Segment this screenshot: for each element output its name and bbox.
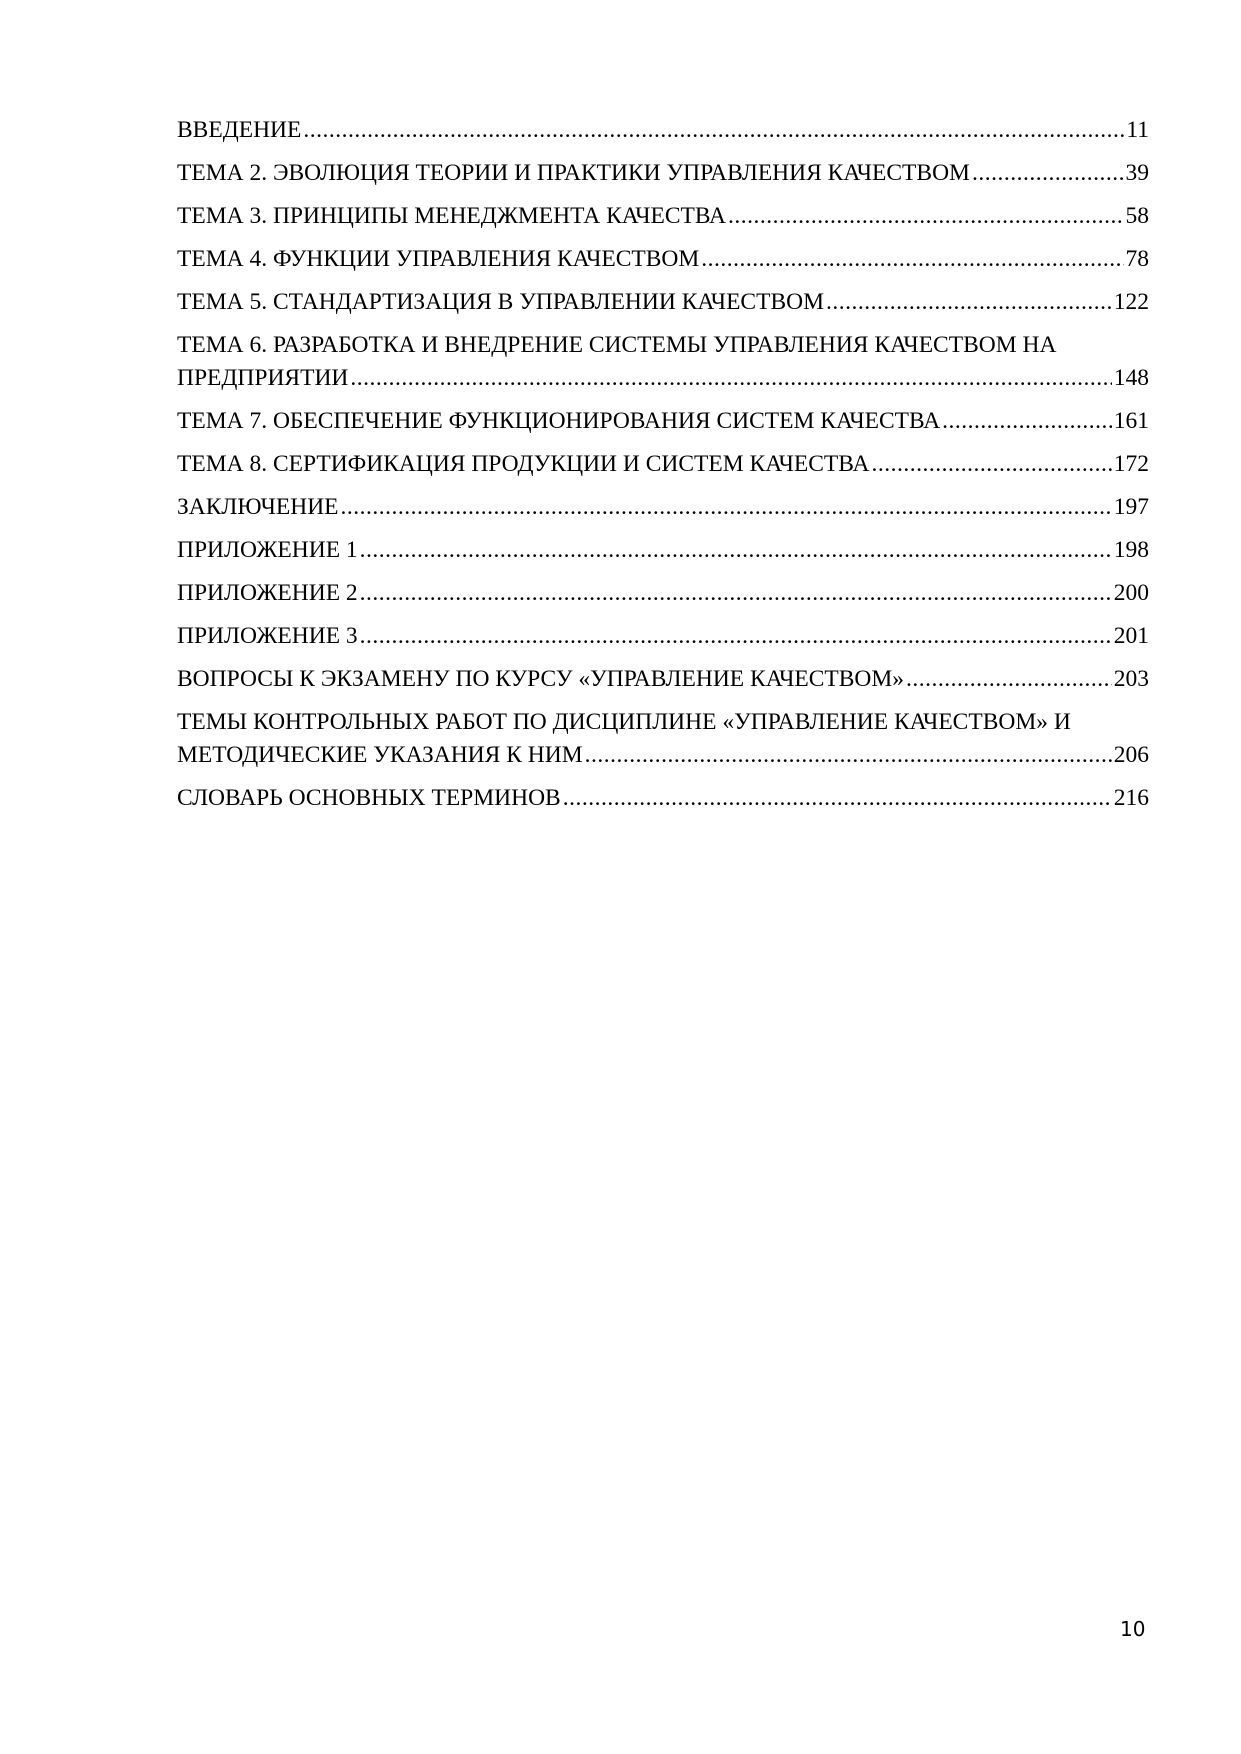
- toc-entry-page: 39: [1125, 160, 1149, 186]
- toc-entry-appendix-1[interactable]: [177, 534, 1149, 567]
- toc-entry-title-line2: МЕТОДИЧЕСКИЕ УКАЗАНИЯ К НИМ: [177, 742, 583, 768]
- toc-dot-leader: [360, 620, 1112, 653]
- toc-entry-page: 198: [1113, 537, 1149, 563]
- toc-entry-page: 200: [1113, 580, 1149, 606]
- toc-entry-title-line1: ТЕМА 6. РАЗРАБОТКА И ВНЕДРЕНИЕ СИСТЕМЫ УПРАВЛЕНИЯ КАЧЕСТВОМ НА: [177, 332, 1057, 358]
- toc-dot-leader: [826, 286, 1112, 319]
- toc-dot-leader: [303, 114, 1124, 147]
- toc-entry-page: 172: [1113, 451, 1149, 477]
- toc-dot-leader: [906, 663, 1112, 696]
- toc-dot-leader: [585, 739, 1112, 772]
- toc-entry-exam-questions[interactable]: [177, 663, 1149, 696]
- toc-entry-title: ЗАКЛЮЧЕНИЕ: [177, 494, 339, 520]
- toc-entry-topic-4[interactable]: [177, 243, 1149, 276]
- toc-entry-title: ВОПРОСЫ К ЭКЗАМЕНУ ПО КУРСУ «УПРАВЛЕНИЕ КАЧЕСТВОМ»: [177, 666, 905, 692]
- toc-entry-page: 201: [1113, 623, 1149, 649]
- toc-entry-topic-3[interactable]: [177, 200, 1149, 233]
- toc-entry-glossary[interactable]: [177, 782, 1149, 815]
- toc-entry-page: 206: [1113, 742, 1149, 768]
- toc-entry-page: 197: [1113, 494, 1149, 520]
- toc-entry-control-works[interactable]: [177, 706, 1149, 772]
- toc-entry-page: 148: [1113, 365, 1149, 391]
- toc-dot-leader: [360, 577, 1112, 610]
- toc-entry-title: ТЕМА 7. ОБЕСПЕЧЕНИЕ ФУНКЦИОНИРОВАНИЯ СИСТЕМ КАЧЕСТВА: [177, 408, 941, 434]
- toc-entry-title-line1: ТЕМЫ КОНТРОЛЬНЫХ РАБОТ ПО ДИСЦИПЛИНЕ «УПРАВЛЕНИЕ КАЧЕСТВОМ» И: [177, 709, 1071, 735]
- toc-entry-introduction[interactable]: [177, 114, 1149, 147]
- toc-entry-page: 203: [1113, 666, 1149, 692]
- table-of-contents: [177, 114, 1149, 825]
- toc-entry-page: 216: [1113, 785, 1149, 811]
- toc-entry-topic-2[interactable]: [177, 157, 1149, 190]
- toc-entry-topic-5[interactable]: [177, 286, 1149, 319]
- toc-dot-leader: [701, 243, 1123, 276]
- toc-entry-title: ПРИЛОЖЕНИЕ 1: [177, 537, 358, 563]
- toc-entry-appendix-3[interactable]: [177, 620, 1149, 653]
- toc-entry-title: ТЕМА 4. ФУНКЦИИ УПРАВЛЕНИЯ КАЧЕСТВОМ: [177, 246, 700, 272]
- toc-dot-leader: [350, 362, 1111, 395]
- toc-dot-leader: [942, 405, 1112, 438]
- toc-entry-title: ВВЕДЕНИЕ: [177, 117, 302, 143]
- toc-entry-page: 122: [1113, 289, 1149, 315]
- toc-entry-title: ТЕМА 8. СЕРТИФИКАЦИЯ ПРОДУКЦИИ И СИСТЕМ КАЧЕСТВА: [177, 451, 870, 477]
- toc-entry-last-line: [177, 362, 1149, 395]
- toc-entry-topic-8[interactable]: [177, 448, 1149, 481]
- page-number: 10: [1120, 1617, 1146, 1641]
- toc-entry-page: 78: [1125, 246, 1149, 272]
- toc-entry-page: 11: [1126, 117, 1149, 143]
- toc-entry-last-line: [177, 739, 1149, 772]
- toc-dot-leader: [871, 448, 1111, 481]
- toc-entry-title: ТЕМА 2. ЭВОЛЮЦИЯ ТЕОРИИ И ПРАКТИКИ УПРАВЛЕНИЯ КАЧЕСТВОМ: [177, 160, 970, 186]
- toc-entry-topic-6[interactable]: [177, 329, 1149, 395]
- toc-entry-title: ПРИЛОЖЕНИЕ 3: [177, 623, 358, 649]
- toc-dot-leader: [972, 157, 1124, 190]
- toc-entry-topic-7[interactable]: [177, 405, 1149, 438]
- toc-entry-title: ТЕМА 5. СТАНДАРТИЗАЦИЯ В УПРАВЛЕНИИ КАЧЕСТВОМ: [177, 289, 824, 315]
- toc-entry-appendix-2[interactable]: [177, 577, 1149, 610]
- toc-entry-page: 161: [1113, 408, 1149, 434]
- toc-dot-leader: [728, 200, 1123, 233]
- toc-entry-page: 58: [1125, 203, 1149, 229]
- toc-dot-leader: [563, 782, 1112, 815]
- toc-entry-title: СЛОВАРЬ ОСНОВНЫХ ТЕРМИНОВ: [177, 785, 561, 811]
- toc-entry-title-line2: ПРЕДПРИЯТИИ: [177, 365, 349, 391]
- toc-dot-leader: [341, 491, 1112, 524]
- toc-dot-leader: [360, 534, 1112, 567]
- toc-entry-conclusion[interactable]: [177, 491, 1149, 524]
- toc-entry-title: ТЕМА 3. ПРИНЦИПЫ МЕНЕДЖМЕНТА КАЧЕСТВА: [177, 203, 727, 229]
- toc-entry-title: ПРИЛОЖЕНИЕ 2: [177, 580, 358, 606]
